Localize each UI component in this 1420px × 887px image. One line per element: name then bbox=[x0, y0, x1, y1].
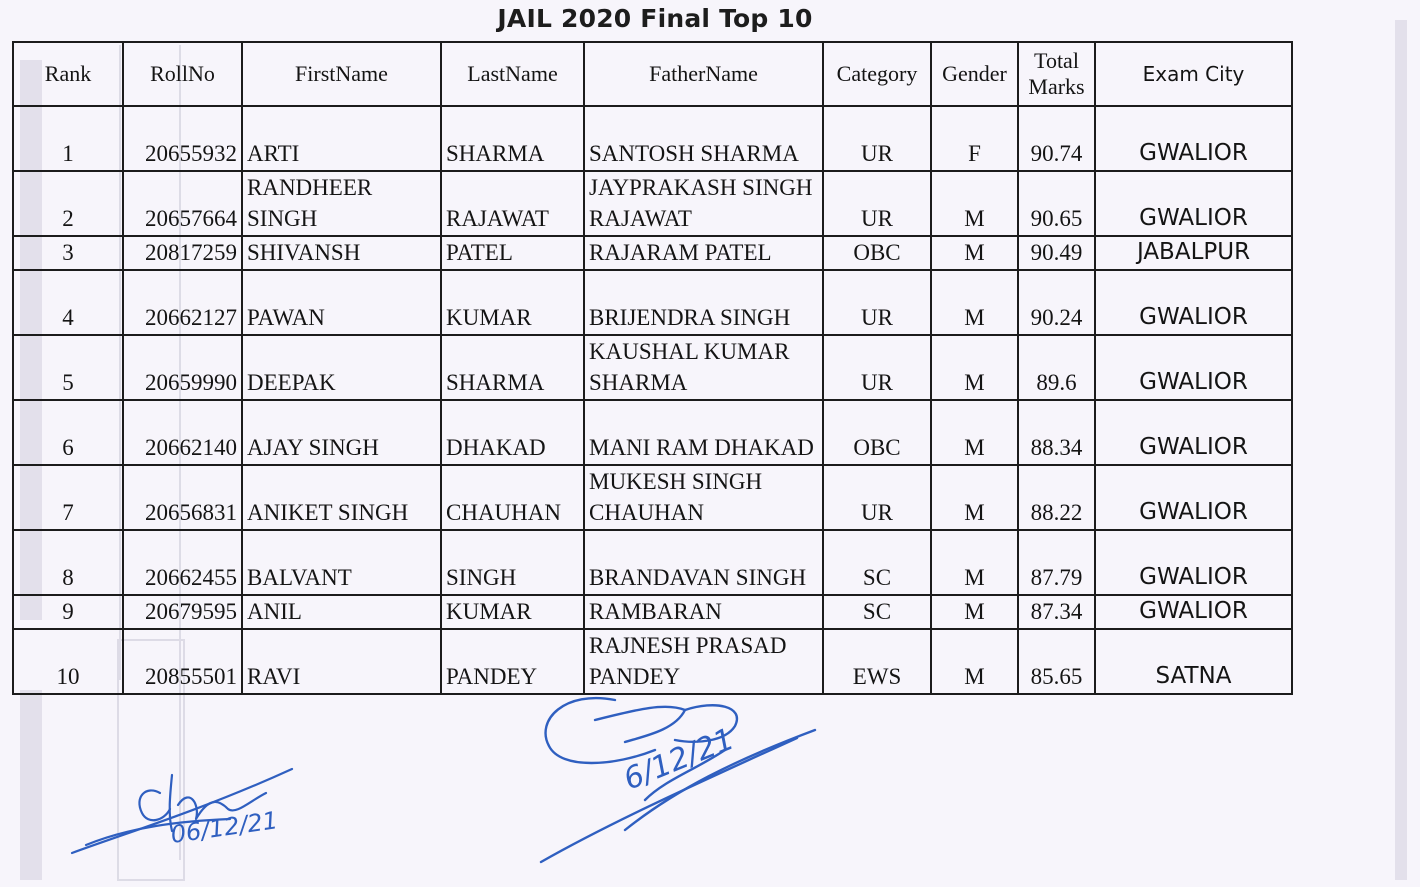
cell-lastname: DHAKAD bbox=[441, 400, 584, 465]
cell-fathername: BRIJENDRA SINGH bbox=[584, 270, 823, 335]
cell-category: UR bbox=[823, 106, 931, 171]
cell-gender: M bbox=[931, 236, 1018, 270]
cell-category: OBC bbox=[823, 400, 931, 465]
cell-gender: M bbox=[931, 171, 1018, 236]
right-signature bbox=[525, 680, 825, 880]
cell-rollno: 20656831 bbox=[123, 465, 242, 530]
cell-category: UR bbox=[823, 270, 931, 335]
table-row bbox=[13, 400, 1292, 465]
cell-firstname: AJAY SINGH bbox=[242, 400, 441, 465]
cell-category: UR bbox=[823, 465, 931, 530]
cell-fathername: BRANDAVAN SINGH bbox=[584, 530, 823, 595]
cell-rollno: 20657664 bbox=[123, 171, 242, 236]
cell-fathername: RAJARAM PATEL bbox=[584, 236, 823, 270]
header-category: Category bbox=[823, 42, 931, 106]
cell-firstname: BALVANT bbox=[242, 530, 441, 595]
cell-gender: M bbox=[931, 629, 1018, 694]
cell-firstname: ARTI bbox=[242, 106, 441, 171]
cell-rank: 3 bbox=[13, 236, 123, 270]
cell-rollno: 20817259 bbox=[123, 236, 242, 270]
cell-exam-city: JABALPUR bbox=[1095, 236, 1292, 270]
cell-category: UR bbox=[823, 171, 931, 236]
cell-exam-city: GWALIOR bbox=[1095, 595, 1292, 629]
header-rank: Rank bbox=[13, 42, 123, 106]
cell-exam-city: GWALIOR bbox=[1095, 465, 1292, 530]
cell-exam-city: GWALIOR bbox=[1095, 171, 1292, 236]
header-rollno: RollNo bbox=[123, 42, 242, 106]
cell-rank: 1 bbox=[13, 106, 123, 171]
cell-lastname: SHARMA bbox=[441, 335, 584, 400]
header-fathername: FatherName bbox=[584, 42, 823, 106]
cell-rank: 10 bbox=[13, 629, 123, 694]
table-row bbox=[13, 629, 1292, 694]
cell-fathername: MUKESH SINGH CHAUHAN bbox=[584, 465, 823, 530]
cell-rollno: 20659990 bbox=[123, 335, 242, 400]
page-title: JAIL 2020 Final Top 10 bbox=[497, 4, 813, 33]
cell-gender: M bbox=[931, 595, 1018, 629]
table-row bbox=[13, 236, 1292, 270]
cell-total-marks: 90.49 bbox=[1018, 236, 1095, 270]
cell-exam-city: GWALIOR bbox=[1095, 530, 1292, 595]
left-signature-date: 06/12/21 bbox=[168, 806, 280, 849]
cell-category: SC bbox=[823, 530, 931, 595]
header-gender: Gender bbox=[931, 42, 1018, 106]
header-exam-city: Exam City bbox=[1095, 42, 1292, 106]
cell-rank: 5 bbox=[13, 335, 123, 400]
results-table bbox=[12, 41, 1293, 695]
cell-lastname: PANDEY bbox=[441, 629, 584, 694]
cell-rollno: 20855501 bbox=[123, 629, 242, 694]
cell-firstname: RAVI bbox=[242, 629, 441, 694]
cell-exam-city: GWALIOR bbox=[1095, 335, 1292, 400]
cell-gender: M bbox=[931, 335, 1018, 400]
cell-rank: 2 bbox=[13, 171, 123, 236]
cell-lastname: KUMAR bbox=[441, 595, 584, 629]
cell-gender: M bbox=[931, 270, 1018, 335]
table-row bbox=[13, 270, 1292, 335]
cell-firstname: ANIL bbox=[242, 595, 441, 629]
header-firstname: FirstName bbox=[242, 42, 441, 106]
cell-gender: M bbox=[931, 465, 1018, 530]
cell-lastname: PATEL bbox=[441, 236, 584, 270]
table-row bbox=[13, 465, 1292, 530]
cell-rollno: 20662127 bbox=[123, 270, 242, 335]
cell-firstname: DEEPAK bbox=[242, 335, 441, 400]
cell-rank: 6 bbox=[13, 400, 123, 465]
cell-gender: M bbox=[931, 530, 1018, 595]
table-row bbox=[13, 171, 1292, 236]
table-row bbox=[13, 335, 1292, 400]
cell-fathername: SANTOSH SHARMA bbox=[584, 106, 823, 171]
cell-exam-city: GWALIOR bbox=[1095, 106, 1292, 171]
left-signature bbox=[60, 735, 320, 875]
cell-total-marks: 88.34 bbox=[1018, 400, 1095, 465]
cell-lastname: CHAUHAN bbox=[441, 465, 584, 530]
cell-firstname: SHIVANSH bbox=[242, 236, 441, 270]
cell-lastname: RAJAWAT bbox=[441, 171, 584, 236]
cell-lastname: SINGH bbox=[441, 530, 584, 595]
table-header-row bbox=[13, 42, 1292, 106]
cell-rank: 4 bbox=[13, 270, 123, 335]
cell-fathername: RAMBARAN bbox=[584, 595, 823, 629]
table-row bbox=[13, 595, 1292, 629]
cell-category: OBC bbox=[823, 236, 931, 270]
cell-rollno: 20662455 bbox=[123, 530, 242, 595]
cell-rank: 9 bbox=[13, 595, 123, 629]
cell-total-marks: 88.22 bbox=[1018, 465, 1095, 530]
cell-category: SC bbox=[823, 595, 931, 629]
cell-gender: F bbox=[931, 106, 1018, 171]
cell-total-marks: 87.34 bbox=[1018, 595, 1095, 629]
cell-total-marks: 90.24 bbox=[1018, 270, 1095, 335]
cell-exam-city: GWALIOR bbox=[1095, 400, 1292, 465]
cell-firstname: RANDHEER SINGH bbox=[242, 171, 441, 236]
table-row bbox=[13, 106, 1292, 171]
table-row bbox=[13, 530, 1292, 595]
cell-rank: 7 bbox=[13, 465, 123, 530]
cell-rollno: 20679595 bbox=[123, 595, 242, 629]
header-lastname: LastName bbox=[441, 42, 584, 106]
cell-fathername: JAYPRAKASH SINGH RAJAWAT bbox=[584, 171, 823, 236]
right-signature-date: 6/12/21 bbox=[618, 721, 740, 798]
cell-fathername: MANI RAM DHAKAD bbox=[584, 400, 823, 465]
cell-rollno: 20655932 bbox=[123, 106, 242, 171]
cell-total-marks: 89.6 bbox=[1018, 335, 1095, 400]
cell-fathername: KAUSHAL KUMAR SHARMA bbox=[584, 335, 823, 400]
cell-rollno: 20662140 bbox=[123, 400, 242, 465]
cell-firstname: PAWAN bbox=[242, 270, 441, 335]
cell-total-marks: 85.65 bbox=[1018, 629, 1095, 694]
cell-total-marks: 87.79 bbox=[1018, 530, 1095, 595]
cell-category: EWS bbox=[823, 629, 931, 694]
cell-firstname: ANIKET SINGH bbox=[242, 465, 441, 530]
cell-fathername: RAJNESH PRASAD PANDEY bbox=[584, 629, 823, 694]
cell-lastname: SHARMA bbox=[441, 106, 584, 171]
cell-exam-city: GWALIOR bbox=[1095, 270, 1292, 335]
cell-total-marks: 90.65 bbox=[1018, 171, 1095, 236]
cell-total-marks: 90.74 bbox=[1018, 106, 1095, 171]
cell-lastname: KUMAR bbox=[441, 270, 584, 335]
cell-category: UR bbox=[823, 335, 931, 400]
cell-exam-city: SATNA bbox=[1095, 629, 1292, 694]
cell-rank: 8 bbox=[13, 530, 123, 595]
header-total-marks: Total Marks bbox=[1018, 42, 1095, 106]
cell-gender: M bbox=[931, 400, 1018, 465]
